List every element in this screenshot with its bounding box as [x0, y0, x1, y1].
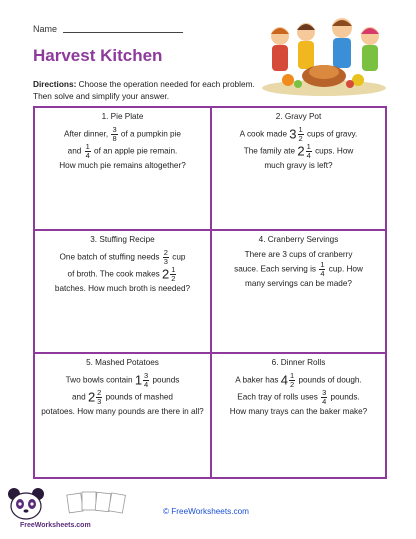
- problem-text: Each tray of rolls uses: [237, 392, 321, 402]
- problem-heading: 5. Mashed Potatoes: [86, 358, 159, 367]
- problem-text: of a pumpkin pie: [118, 129, 181, 139]
- worksheet-title: Harvest Kitchen: [33, 46, 163, 65]
- problem-text: pounds.: [328, 392, 360, 402]
- fraction: $\frac{1}{2}$: [290, 371, 295, 389]
- problem-text: The family ate: [243, 146, 298, 156]
- family-dinner-illustration: [258, 14, 390, 98]
- problem-question: much gravy is left?: [264, 161, 333, 170]
- whole-number: 1: [134, 372, 143, 388]
- problem-card: [35, 354, 210, 477]
- problem-text: There are 3 cups of cranberry: [244, 250, 353, 259]
- problem-text: cup: [169, 252, 186, 262]
- whole-number: 3: [289, 126, 297, 142]
- whole-number: 2: [297, 143, 305, 159]
- fraction: $\frac{1}{2}$: [298, 125, 303, 143]
- problem-text: and: [67, 146, 84, 156]
- problem-grid: [33, 106, 387, 479]
- problem-text: One batch of stuffing needs: [59, 252, 162, 262]
- name-line: [63, 32, 183, 33]
- problem-question: How much pie remains altogether?: [59, 161, 186, 170]
- problem-text: cup. How: [326, 264, 363, 274]
- problem-question: potatoes. How many pounds are there in all?: [41, 407, 204, 416]
- problem-text: cups. How: [312, 146, 354, 156]
- fraction: $\frac{3}{4}$: [322, 388, 327, 406]
- name-field: [33, 24, 183, 34]
- fraction: $\frac{1}{4}$: [320, 260, 325, 278]
- directions: [33, 78, 265, 102]
- whole-number: 2: [87, 389, 96, 405]
- fraction: $\frac{1}{2}$: [171, 265, 176, 283]
- logo-text: FreeWorksheets.com: [20, 522, 91, 529]
- directions-text: Choose the operation needed for each problem. Then solve and simplify your answer.: [33, 79, 255, 101]
- problem-text: pounds: [150, 375, 180, 385]
- problem-text: pounds of dough.: [296, 375, 362, 385]
- problem-text: and: [72, 392, 88, 402]
- problem-heading: 6. Dinner Rolls: [271, 358, 326, 367]
- problem-text: of an apple pie remain.: [91, 146, 178, 156]
- problem-card: [35, 108, 210, 231]
- problem-card: [210, 354, 385, 477]
- problem-heading: 1. Pie Plate: [101, 112, 144, 121]
- problem-question: batches. How much broth is needed?: [54, 284, 191, 293]
- problem-card: [210, 231, 385, 354]
- directions-label: Directions:: [33, 79, 77, 89]
- problem-text: pounds of mashed: [103, 392, 173, 402]
- fraction: $\frac{3}{8}$: [112, 125, 117, 143]
- problem-text: After dinner,: [64, 129, 111, 139]
- whole-number: 2: [162, 266, 170, 282]
- copyright-link[interactable]: © FreeWorksheets.com: [163, 507, 249, 516]
- fraction: $\frac{1}{4}$: [306, 142, 311, 160]
- problem-heading: 4. Cranberry Servings: [258, 235, 339, 244]
- fraction: $\frac{2}{3}$: [97, 388, 102, 406]
- whole-number: 4: [280, 372, 288, 388]
- worksheet-stack-icon: [66, 488, 126, 514]
- fraction: $\frac{2}{3}$: [163, 248, 168, 266]
- name-label: Name: [33, 24, 58, 34]
- problem-text: Two bowls contain: [65, 375, 135, 385]
- problem-text: of broth. The cook makes: [67, 269, 163, 279]
- problem-text: A baker has: [235, 375, 281, 385]
- problem-text: cups of gravy.: [304, 129, 358, 139]
- problem-heading: 3. Stuffing Recipe: [90, 235, 155, 244]
- problem-card: [35, 231, 210, 354]
- problem-text: sauce. Each serving is: [234, 264, 319, 274]
- problem-question: How many trays can the baker make?: [229, 407, 368, 416]
- fraction: $\frac{1}{4}$: [85, 142, 90, 160]
- problem-question: many servings can be made?: [245, 279, 352, 288]
- problem-card: [210, 108, 385, 231]
- problem-text: A cook made: [239, 129, 290, 139]
- problem-heading: 2. Gravy Pot: [275, 112, 322, 121]
- fraction: $\frac{3}{4}$: [144, 371, 149, 389]
